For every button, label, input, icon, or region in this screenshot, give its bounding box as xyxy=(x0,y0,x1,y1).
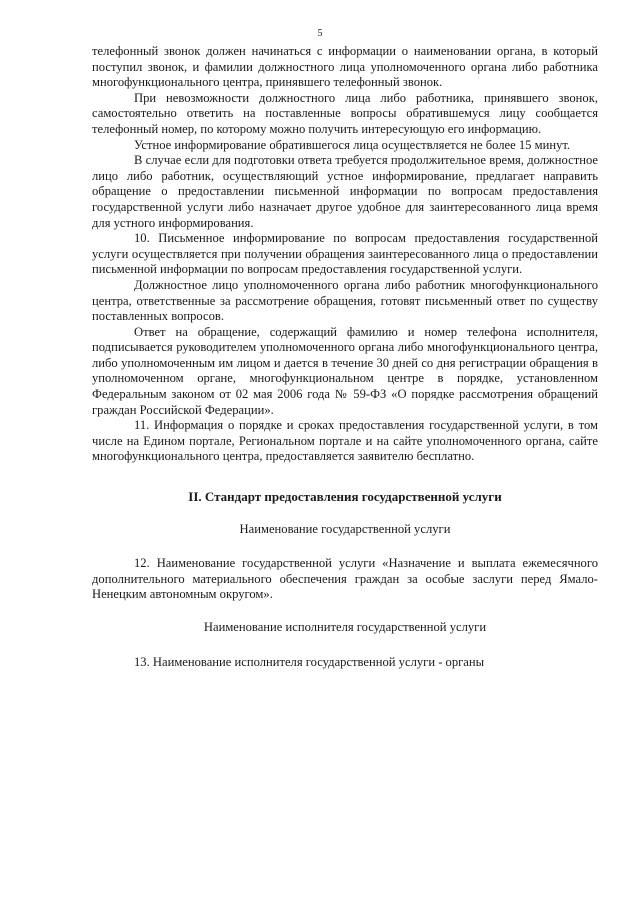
paragraph-13-executor: 13. Наименование исполнителя государственной услуги - органы xyxy=(134,654,485,669)
paragraph-12-service-name: 12. Наименование государственной услуги «Назначение и выплата ежемесячного дополнительного материального обеспечения граждан за особые заслуги перед Ямало-Ненецким автономным округом». xyxy=(92,556,598,602)
paragraph-phone-call: телефонный звонок должен начинаться с информации о наименовании органа, в который поступил звонок, и фамилии должностного лица уполномоченного органа либо работника многофункционального центра, принявшего телефонный звонок. xyxy=(92,44,598,90)
section-heading: II. Стандарт предоставления государственной услуги xyxy=(188,489,502,505)
paragraph-answer-signature: Ответ на обращение, содержащий фамилию и номер телефона исполнителя, подписывается руководителем уполномоченного органа либо многофункционального центра, либо уполномоченным им лицом и дается в течение 30 дней со дня регистрации обращения в уполномоченном органе, многофункциональном центре в порядке, установленном Федеральным законом от 02 мая 2006 года № 59-ФЗ «О порядке рассмотрения обращений граждан Российской Федерации». xyxy=(92,324,598,417)
page-number: 5 xyxy=(317,28,323,39)
paragraph-written-answer: Должностное лицо уполномоченного органа либо работник многофункционального центра, ответственные за рассмотрение обращения, готовят письменный ответ по существу поставленных вопросов. xyxy=(92,277,598,324)
paragraph-long-answer: В случае если для подготовки ответа требуется продолжительное время, должностное лицо либо работник, осуществляющий устное информирование, предлагает направить обращение о предоставлении письменной информации по вопросам предоставления государственной услуги либо назначает другое удобное для заинтересованного лица время для устного информирования. xyxy=(92,153,598,230)
subheading-service-executor: Наименование исполнителя государственной услуги xyxy=(203,620,487,634)
paragraph-10-written-info: 10. Письменное информирование по вопросам предоставления государственной услуги осуществляется при получении обращения заинтересованного лица о предоставлении письменной информации по вопросам предоставления государственной услуги. xyxy=(92,231,598,277)
paragraph-oral-duration: Устное информирование обратившегося лица осуществляется не более 15 минут. xyxy=(134,137,571,152)
document-body xyxy=(92,44,598,670)
paragraph-phone-number: При невозможности должностного лица либо работника, принявшего звонок, самостоятельно ответить на поставленные вопросы обратившемуся лицу сообщается телефонный номер, по которому можно получить интересующую его информацию. xyxy=(92,90,598,136)
paragraph-11-free-info: 11. Информация о порядке и сроках предоставления государственной услуги, в том числе на Едином портале, Региональном портале и на сайте уполномоченного органа, сайте многофункционального центра, предоставляется заявителю бесплатно. xyxy=(92,418,598,464)
subheading-service-name: Наименование государственной услуги xyxy=(239,521,451,536)
